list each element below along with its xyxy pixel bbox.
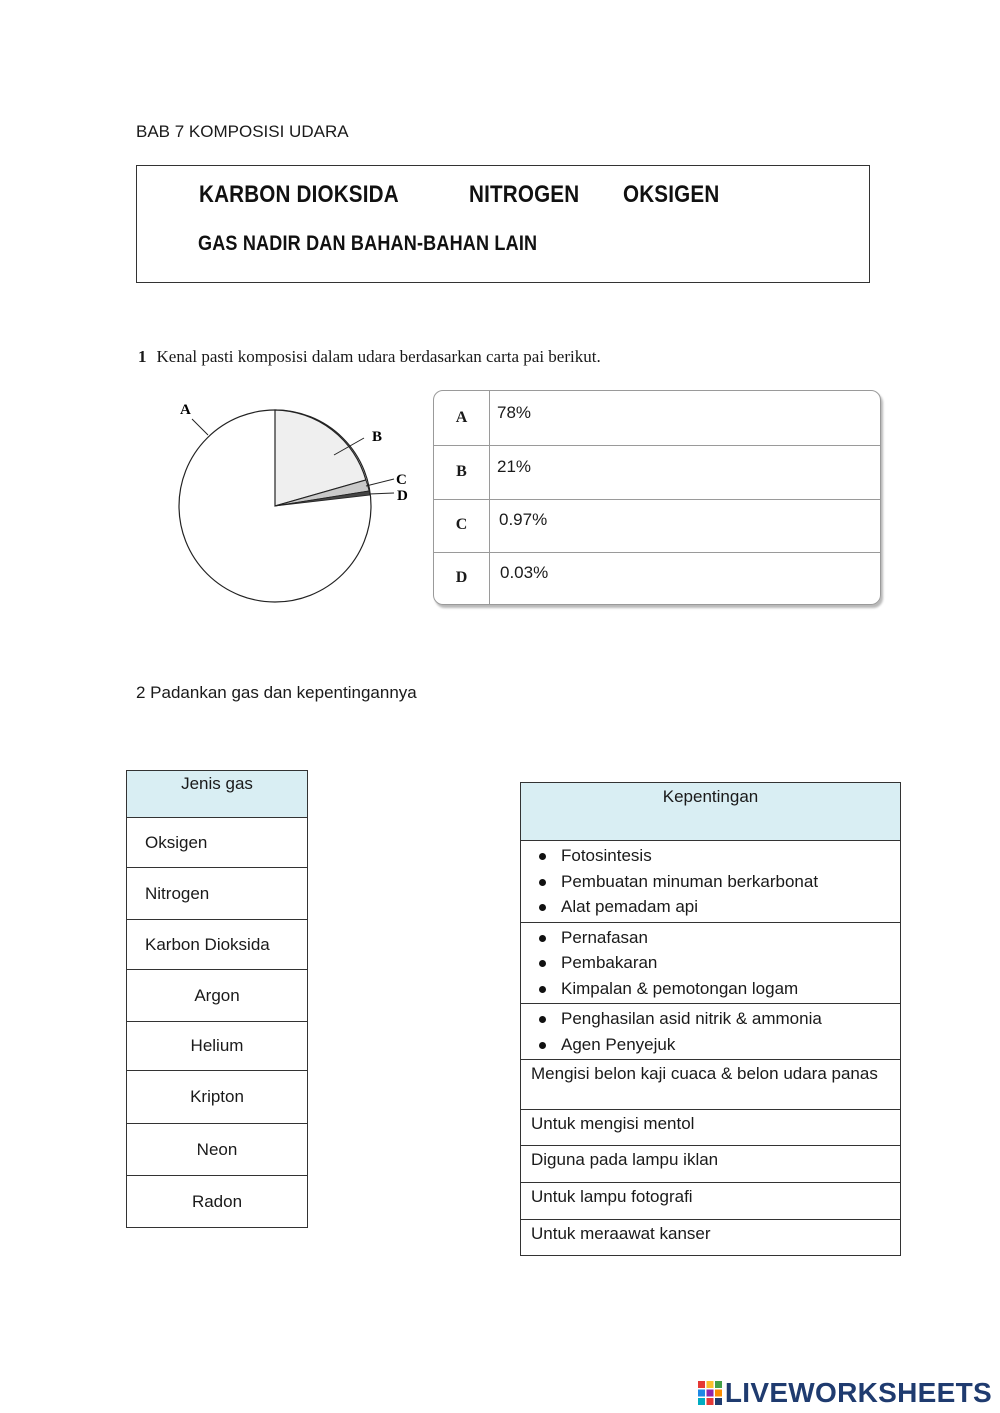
pie-leader-a — [192, 419, 208, 435]
answer-row — [434, 551, 880, 605]
question-1-number: 1 — [138, 347, 147, 366]
word-bank-item[interactable]: NITROGEN — [469, 181, 580, 208]
importance-list — [531, 925, 890, 1002]
question-1-prompt — [138, 347, 601, 367]
answer-table — [433, 390, 881, 605]
word-bank-item[interactable]: KARBON DIOKSIDA — [199, 181, 399, 208]
answer-row — [434, 391, 880, 446]
gas-item-oksigen[interactable]: Oksigen — [127, 818, 308, 868]
pie-label-a: A — [180, 402, 191, 418]
answer-input[interactable]: 78% — [497, 403, 532, 422]
importance-list-item: Penghasilan asid nitrik & ammonia — [561, 1006, 890, 1032]
pie-leader-d — [369, 493, 394, 494]
importance-list-item: Kimpalan & pemotongan logam — [561, 976, 890, 1002]
pie-chart — [160, 395, 430, 610]
gas-table-header: Jenis gas — [127, 771, 308, 818]
gas-item-radon[interactable]: Radon — [127, 1176, 308, 1228]
answer-letter: A — [434, 391, 490, 445]
gas-table — [126, 770, 308, 1228]
word-bank-item[interactable]: GAS NADIR DAN BAHAN-BAHAN LAIN — [198, 232, 538, 255]
word-bank — [136, 165, 870, 283]
importance-item[interactable]: Untuk meraawat kanser — [521, 1220, 901, 1256]
word-bank-item[interactable]: OKSIGEN — [623, 181, 720, 208]
answer-input[interactable]: 21% — [497, 457, 532, 476]
question-1-text: Kenal pasti komposisi dalam udara berdasarkan carta pai berikut. — [156, 347, 601, 366]
pie-leader-c — [366, 479, 394, 486]
importance-list-item: Alat pemadam api — [561, 894, 890, 920]
pie-label-c: C — [396, 472, 407, 488]
importance-list — [531, 843, 890, 920]
importance-item[interactable]: Untuk mengisi mentol — [521, 1110, 901, 1146]
importance-list-item: Pernafasan — [561, 925, 890, 951]
pie-label-b: B — [372, 429, 383, 445]
importance-list-item: Agen Penyejuk — [561, 1032, 890, 1058]
liveworksheets-logo-text: LIVEWORKSHEETS — [724, 1377, 992, 1408]
answer-row — [434, 445, 880, 500]
liveworksheets-logo-icon — [697, 1380, 723, 1406]
gas-item-neon[interactable]: Neon — [127, 1124, 308, 1176]
importance-item[interactable]: Diguna pada lampu iklan — [521, 1146, 901, 1183]
importance-list-item: Pembakaran — [561, 950, 890, 976]
gas-item-kripton[interactable]: Kripton — [127, 1071, 308, 1124]
pie-label-d: D — [397, 488, 408, 504]
importance-table-header: Kepentingan — [521, 783, 901, 841]
importance-list — [531, 1006, 890, 1057]
answer-letter: C — [434, 498, 490, 552]
question-2-prompt: 2 Padankan gas dan kepentingannya — [136, 683, 417, 702]
answer-row — [434, 498, 880, 553]
importance-list-item: Pembuatan minuman berkarbonat — [561, 869, 890, 895]
importance-row[interactable] — [521, 922, 901, 1004]
answer-input[interactable]: 0.03% — [500, 563, 549, 582]
importance-list-item: Fotosintesis — [561, 843, 890, 869]
importance-item[interactable]: Mengisi belon kaji cuaca & belon udara panas — [521, 1060, 901, 1110]
answer-input[interactable]: 0.97% — [499, 510, 548, 529]
importance-row[interactable] — [521, 841, 901, 923]
gas-item-karbon-dioksida[interactable]: Karbon Dioksida — [127, 920, 308, 970]
importance-row[interactable] — [521, 1004, 901, 1060]
gas-item-argon[interactable]: Argon — [127, 970, 308, 1022]
liveworksheets-logo — [697, 1378, 992, 1408]
gas-item-nitrogen[interactable]: Nitrogen — [127, 868, 308, 920]
answer-letter: D — [434, 551, 490, 605]
answer-letter: B — [434, 445, 490, 499]
gas-item-helium[interactable]: Helium — [127, 1022, 308, 1071]
importance-item[interactable]: Untuk lampu fotografi — [521, 1183, 901, 1220]
pie-chart-drawing — [179, 410, 394, 602]
chapter-title: BAB 7 KOMPOSISI UDARA — [136, 122, 349, 141]
importance-table — [520, 782, 901, 1256]
